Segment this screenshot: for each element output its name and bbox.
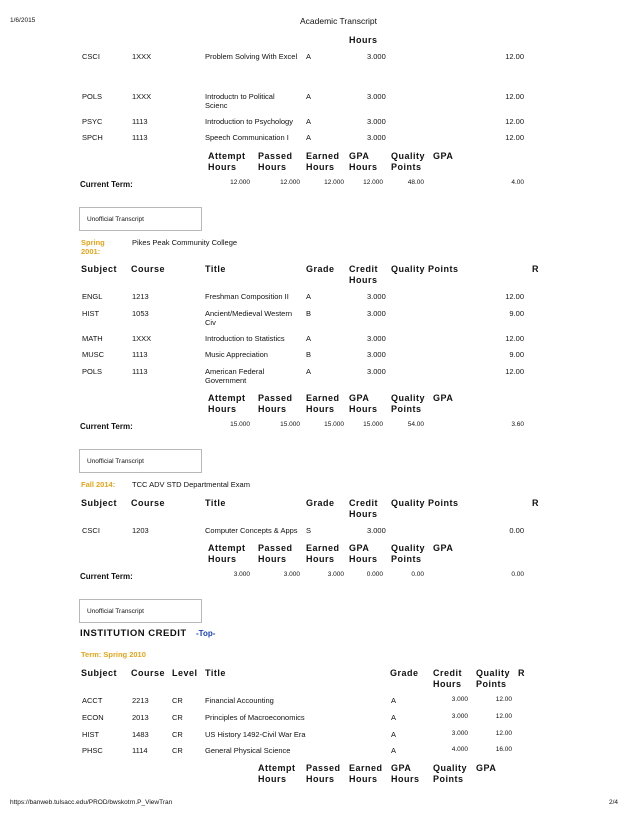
row-course: 1113	[132, 117, 148, 126]
attempt-hours-header: Attempt Hours	[208, 393, 246, 414]
row-course: 1113	[132, 350, 148, 359]
quality-points-value: 0.00	[411, 571, 424, 578]
row-title: Ancient/Medieval Western Civ	[205, 309, 292, 327]
gpa-hours-header: GPA Hours	[349, 151, 378, 172]
unofficial-transcript-label: Unofficial Transcript	[87, 458, 144, 465]
row-grade: A	[391, 746, 397, 755]
row-title: Problem Solving With Excel	[205, 52, 298, 61]
quality-points-header: Quality Points	[391, 264, 459, 274]
attempt-hours-header: Attempt Hours	[208, 543, 246, 564]
row-grade: A	[306, 92, 312, 101]
row-course: 1114	[132, 746, 148, 755]
row-quality-points: 12.00	[495, 730, 512, 737]
row-subject: ACCT	[82, 696, 103, 705]
current-term-label: Current Term:	[80, 180, 133, 189]
quality-points-header: Quality Points	[391, 151, 426, 172]
row-hours: 3.000	[367, 52, 386, 61]
passed-hours-header: Passed Hours	[306, 763, 341, 784]
row-grade: B	[306, 350, 312, 359]
credit-hours-header: Credit Hours	[433, 668, 463, 689]
row-course: 1113	[132, 367, 148, 376]
row-quality-points: 12.00	[505, 92, 524, 101]
row-grade: B	[306, 309, 312, 318]
row-title: Freshman Composition II	[205, 292, 289, 301]
quality-points-header: Quality Points	[391, 498, 459, 508]
term-label: Fall 2014:	[81, 480, 116, 489]
earned-hours-header: Earned Hours	[349, 763, 383, 784]
row-quality-points: 12.00	[505, 117, 524, 126]
gpa-hours-header: GPA Hours	[349, 543, 378, 564]
attempt-hours-header: Attempt Hours	[208, 151, 246, 172]
school-name: Pikes Peak Community College	[132, 238, 238, 247]
row-subject: SPCH	[82, 133, 103, 142]
row-hours: 3.000	[367, 117, 386, 126]
quality-points-value: 54.00	[407, 421, 424, 428]
row-level: CR	[172, 696, 183, 705]
unofficial-transcript-label: Unofficial Transcript	[87, 216, 144, 223]
row-subject: CSCI	[82, 52, 100, 61]
earned-hours-header: Earned Hours	[306, 543, 340, 564]
grade-header: Grade	[390, 668, 419, 678]
level-header: Level	[172, 668, 198, 678]
row-course: 1053	[132, 309, 149, 318]
page-title: Academic Transcript	[300, 16, 377, 26]
row-quality-points: 16.00	[495, 746, 512, 753]
row-subject: CSCI	[82, 526, 100, 535]
row-hours: 3.000	[367, 526, 386, 535]
gpa-hours-header: GPA Hours	[391, 763, 420, 784]
term-label: Spring 2001:	[81, 238, 105, 256]
row-course: 2013	[132, 713, 149, 722]
row-hours: 3.000	[367, 350, 386, 359]
passed-hours-value: 12.000	[280, 179, 300, 186]
row-course: 1483	[132, 730, 149, 739]
row-quality-points: 9.00	[509, 350, 524, 359]
term-label: Term: Spring 2010	[81, 650, 146, 659]
row-course: 1213	[132, 292, 149, 301]
title-header: Title	[205, 498, 226, 508]
credit-hours-header: Credit Hours	[349, 264, 379, 285]
quality-points-header: Quality Points	[391, 543, 426, 564]
subject-header: Subject	[81, 498, 118, 508]
row-subject: ENGL	[82, 292, 103, 301]
row-hours: 3.000	[367, 133, 386, 142]
row-subject: PSYC	[82, 117, 103, 126]
row-hours: 3.000	[451, 696, 468, 703]
row-grade: A	[391, 713, 397, 722]
r-header: R	[532, 264, 539, 274]
passed-hours-header: Passed Hours	[258, 151, 293, 172]
subject-header: Subject	[81, 668, 118, 678]
hours-header-continued: Hours	[349, 35, 378, 45]
gpa-hours-header: GPA Hours	[349, 393, 378, 414]
quality-points-value: 48.00	[407, 179, 424, 186]
attempt-hours-header: Attempt Hours	[258, 763, 296, 784]
subject-header: Subject	[81, 264, 118, 274]
row-subject: HIST	[82, 309, 100, 318]
row-quality-points: 12.00	[505, 367, 524, 376]
passed-hours-value: 15.000	[280, 421, 300, 428]
grade-header: Grade	[306, 498, 335, 508]
row-quality-points: 12.00	[505, 52, 524, 61]
gpa-header: GPA	[433, 393, 454, 403]
row-grade: A	[306, 367, 312, 376]
row-grade: A	[306, 133, 312, 142]
row-title: US History 1492-Civil War Era	[205, 730, 306, 739]
attempt-hours-value: 3.000	[233, 571, 250, 578]
earned-hours-value: 15.000	[324, 421, 344, 428]
row-grade: S	[306, 526, 312, 535]
row-course: 2213	[132, 696, 149, 705]
row-quality-points: 12.00	[505, 133, 524, 142]
gpa-hours-value: 12.000	[363, 179, 383, 186]
row-hours: 3.000	[367, 367, 386, 376]
gpa-header: GPA	[476, 763, 497, 773]
row-subject: ECON	[82, 713, 104, 722]
row-title: Principles of Macroeconomics	[205, 713, 305, 722]
unofficial-transcript-box	[79, 449, 202, 473]
quality-points-header: Quality Points	[476, 668, 511, 689]
row-quality-points: 12.00	[495, 713, 512, 720]
credit-hours-header: Credit Hours	[349, 498, 379, 519]
row-level: CR	[172, 730, 183, 739]
school-name: TCC ADV STD Departmental Exam	[132, 480, 250, 489]
row-title: Music Appreciation	[205, 350, 268, 359]
current-term-label: Current Term:	[80, 422, 133, 431]
row-hours: 3.000	[451, 730, 468, 737]
gpa-header: GPA	[433, 543, 454, 553]
row-grade: A	[306, 117, 312, 126]
row-course: 1XXX	[132, 92, 152, 101]
row-title: Computer Concepts & Apps	[205, 526, 298, 535]
earned-hours-header: Earned Hours	[306, 151, 340, 172]
row-quality-points: 12.00	[505, 292, 524, 301]
row-grade: A	[306, 334, 312, 343]
earned-hours-header: Earned Hours	[306, 393, 340, 414]
earned-hours-value: 3.000	[327, 571, 344, 578]
row-grade: A	[306, 52, 312, 61]
row-level: CR	[172, 746, 183, 755]
row-title: American Federal Government	[205, 367, 265, 385]
gpa-hours-value: 15.000	[363, 421, 383, 428]
attempt-hours-value: 15.000	[230, 421, 250, 428]
row-level: CR	[172, 713, 183, 722]
row-hours: 3.000	[451, 713, 468, 720]
row-quality-points: 9.00	[509, 309, 524, 318]
row-subject: MUSC	[82, 350, 105, 359]
course-header: Course	[131, 668, 166, 678]
course-header: Course	[131, 498, 166, 508]
row-course: 1XXX	[132, 52, 152, 61]
row-title: Introduction to Statistics	[205, 334, 285, 343]
print-date: 1/6/2015	[10, 17, 36, 24]
unofficial-transcript-label: Unofficial Transcript	[87, 608, 144, 615]
row-subject: HIST	[82, 730, 100, 739]
row-grade: A	[391, 696, 397, 705]
row-hours: 4.000	[451, 746, 468, 753]
row-title: Speech Communication I	[205, 133, 289, 142]
row-hours: 3.000	[367, 309, 386, 318]
row-title: Introduction to Psychology	[205, 117, 293, 126]
unofficial-transcript-box	[79, 207, 202, 231]
row-title: General Physical Science	[205, 746, 291, 755]
row-subject: POLS	[82, 92, 103, 101]
row-hours: 3.000	[367, 334, 386, 343]
row-subject: PHSC	[82, 746, 103, 755]
quality-points-header: Quality Points	[433, 763, 468, 784]
row-title: Financial Accounting	[205, 696, 274, 705]
row-title: Introductn to Political Scienc	[205, 92, 275, 110]
row-hours: 3.000	[367, 92, 386, 101]
row-course: 1XXX	[132, 334, 152, 343]
unofficial-transcript-box	[79, 599, 202, 623]
row-grade: A	[391, 730, 397, 739]
title-header: Title	[205, 264, 226, 274]
gpa-value: 3.60	[511, 421, 524, 428]
top-link[interactable]: -Top-	[196, 629, 216, 638]
r-header: R	[532, 498, 539, 508]
passed-hours-value: 3.000	[283, 571, 300, 578]
quality-points-header: Quality Points	[391, 393, 426, 414]
grade-header: Grade	[306, 264, 335, 274]
row-subject: POLS	[82, 367, 103, 376]
r-header: R	[518, 668, 525, 678]
row-subject: MATH	[82, 334, 103, 343]
row-grade: A	[306, 292, 312, 301]
row-quality-points: 12.00	[505, 334, 524, 343]
institution-credit-heading: INSTITUTION CREDIT	[80, 628, 187, 639]
row-hours: 3.000	[367, 292, 386, 301]
page-number: 2/4	[609, 799, 619, 806]
gpa-header: GPA	[433, 151, 454, 161]
page-url: https://banweb.tulsacc.edu/PROD/bwskotrn.P_ViewTran	[10, 799, 173, 806]
row-course: 1113	[132, 133, 148, 142]
title-header: Title	[205, 668, 226, 678]
earned-hours-value: 12.000	[324, 179, 344, 186]
current-term-label: Current Term:	[80, 572, 133, 581]
passed-hours-header: Passed Hours	[258, 543, 293, 564]
gpa-value: 0.00	[511, 571, 524, 578]
gpa-value: 4.00	[511, 179, 524, 186]
course-header: Course	[131, 264, 166, 274]
passed-hours-header: Passed Hours	[258, 393, 293, 414]
row-course: 1203	[132, 526, 149, 535]
row-quality-points: 0.00	[509, 526, 524, 535]
row-quality-points: 12.00	[495, 696, 512, 703]
attempt-hours-value: 12.000	[230, 179, 250, 186]
gpa-hours-value: 0.000	[366, 571, 383, 578]
